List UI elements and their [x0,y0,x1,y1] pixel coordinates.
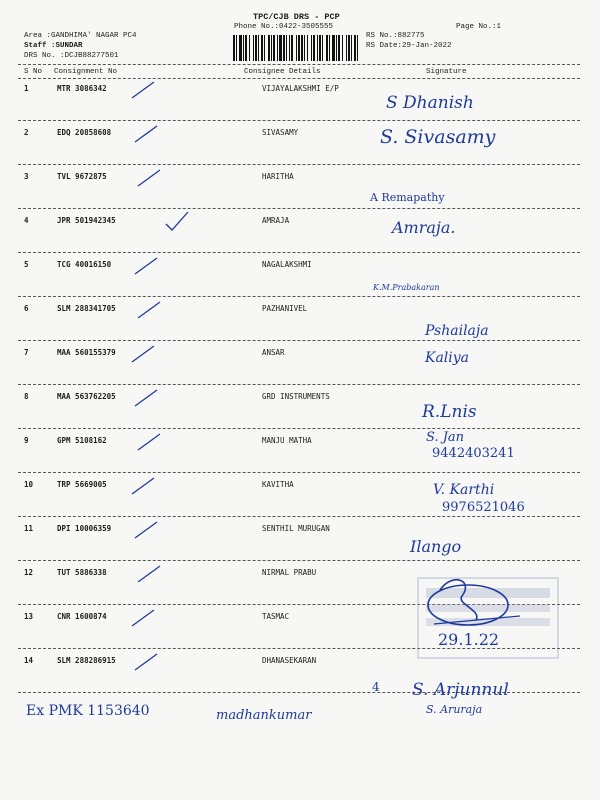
barcode-bar [326,35,328,61]
signature-3: A Remapathy [370,191,445,204]
signature-8: R.Lnis [422,402,477,422]
divider [18,64,580,65]
row-consignee: MANJU MATHA [262,436,312,445]
barcode-bar [342,35,343,61]
row-divider [18,472,580,473]
row-consignment: TRP 5669005 [57,480,107,489]
row-consignment: MAA 563762205 [57,392,116,401]
barcode-bar [245,35,247,61]
row-divider [18,516,580,517]
row-serial: 9 [24,436,29,445]
row-serial: 6 [24,304,29,313]
row-serial: 13 [24,612,34,621]
barcode-bar [311,35,312,61]
barcode-bar [336,35,337,61]
col-consignee: Consignee Details [244,68,321,76]
footer-note-left: Ex PMK 1153640 [26,703,150,719]
barcode-bar [239,35,242,61]
row-serial: 14 [24,656,34,665]
barcode-bar [354,35,356,61]
row-consignment: TCG 40016150 [57,260,112,269]
check-mark-icon [131,386,161,408]
barcode-bar [261,35,263,61]
barcode-bar [268,35,270,61]
barcode-bar [317,35,318,61]
barcode-bar [271,35,272,61]
signature-9b: 9442403241 [432,446,515,461]
row-consignment: DPI 10006359 [57,524,112,533]
row-divider [18,560,580,561]
check-mark-icon [131,650,161,672]
barcode-bar [286,35,287,61]
row-divider [18,384,580,385]
check-mark-icon [131,254,161,276]
row-consignment: JPR 501942345 [57,216,116,225]
signature-11: Ilango [410,537,462,556]
signature-14-mark: 4 [372,680,380,694]
signature-5: K.M.Prabakaran [373,283,440,292]
page-number: Page No.:1 [456,23,502,31]
barcode [233,35,360,61]
row-consignee: NAGALAKSHMI [262,260,312,269]
check-mark-icon [134,562,164,584]
rs-date: RS Date:29-Jan-2022 [366,42,452,50]
row-consignment: MTR 3086342 [57,84,107,93]
signature-9a: S. Jan [426,430,465,445]
check-mark-icon [128,606,158,628]
row-serial: 10 [24,480,34,489]
row-serial: 3 [24,172,29,181]
check-mark-icon [134,166,164,188]
signature-10b: 9976521046 [442,500,525,515]
barcode-bar [279,35,282,61]
row-serial: 7 [24,348,29,357]
row-divider [18,164,580,165]
barcode-bar [338,35,340,61]
row-serial: 12 [24,568,34,577]
row-divider [18,428,580,429]
check-mark-icon [134,298,164,320]
barcode-bar [243,35,244,61]
row-consignee: DHANASEKARAN [262,656,317,665]
signature-6: Pshailaja [425,323,489,339]
row-consignment: CNR 1600874 [57,612,107,621]
document-title: TPC/CJB DRS - PCP [253,12,340,22]
signature-14-alt: S. Aruraja [426,703,483,716]
barcode-bar [348,35,350,61]
check-mark-icon [128,342,158,364]
barcode-bar [264,35,265,61]
divider [18,78,580,79]
signature-14: S. Arjunnul [412,680,509,700]
check-mark-icon [162,210,192,232]
drs-number: DRS No. :DCJB88277501 [24,52,119,60]
barcode-bar [329,35,330,61]
barcode-bar [319,35,321,61]
row-consignee: VIJAYALAKSHMI E/P [262,84,339,93]
check-mark-icon [131,122,161,144]
row-consignee: SENTHIL MURUGAN [262,524,330,533]
footer-note-mid: madhankumar [216,708,312,723]
row-divider [18,252,580,253]
rs-number: RS No.:882775 [366,32,425,40]
row-serial: 2 [24,128,29,137]
barcode-bar [313,35,315,61]
row-consignment: TUT 5886338 [57,568,107,577]
col-consignment: Consignment No [54,68,118,76]
row-consignee: AMRAJA [262,216,290,225]
signature-4: Amraja. [392,218,456,237]
row-consignee: ANSAR [262,348,285,357]
barcode-bar [249,35,250,61]
area-label: Area :GANDHIMA' NAGAR PC4 [24,32,137,40]
row-serial: 8 [24,392,29,401]
row-serial: 1 [24,84,29,93]
row-consignment: MAA 560155379 [57,348,116,357]
check-mark-icon [128,78,158,100]
check-mark-icon [128,474,158,496]
row-consignment: EDQ 20858608 [57,128,112,137]
barcode-bar [233,35,235,61]
barcode-bar [283,35,285,61]
row-consignment: GPM 5108162 [57,436,107,445]
barcode-bar [304,35,305,61]
row-serial: 5 [24,260,29,269]
col-sno: S No [24,68,43,76]
barcode-bar [357,35,358,61]
staff-label: Staff :SUNDAR [24,42,83,50]
barcode-bar [322,35,323,61]
row-serial: 4 [24,216,29,225]
row-consignment: SLM 288286915 [57,656,116,665]
barcode-bar [289,35,290,61]
barcode-bar [346,35,347,61]
row-consignee: NIRMAL PRABU [262,568,317,577]
barcode-bar [291,35,293,61]
row-consignment: TVL 9672875 [57,172,107,181]
barcode-bar [307,35,308,61]
signature-7: Kaliya [425,350,470,366]
row-consignee: KAVITHA [262,480,294,489]
barcode-bar [351,35,352,61]
barcode-bar [296,35,297,61]
col-signature: Signature [426,68,467,76]
row-divider [18,340,580,341]
barcode-bar [301,35,303,61]
check-mark-icon [131,518,161,540]
signature-10a: V. Karthi [433,482,495,498]
barcode-bar [236,35,237,61]
barcode-bar [255,35,257,61]
barcode-bar [273,35,275,61]
row-consignee: TASMAC [262,612,290,621]
barcode-bar [258,35,259,61]
check-mark-icon [134,430,164,452]
row-divider [18,120,580,121]
barcode-bar [332,35,335,61]
stamp-date: 29.1.22 [438,630,500,649]
company-stamp [370,570,560,665]
signature-2: S. Sivasamy [380,126,496,148]
row-consignment: SLM 288341705 [57,304,116,313]
signature-1: S Dhanish [386,93,474,113]
phone-number: Phone No.:0422-3505555 [234,23,334,31]
row-divider [18,208,580,209]
barcode-bar [298,35,300,61]
row-serial: 11 [24,524,34,533]
barcode-bar [277,35,278,61]
barcode-bar [253,35,254,61]
row-consignee: SIVASAMY [262,128,299,137]
row-consignee: HARITHA [262,172,294,181]
row-consignee: GRD INSTRUMENTS [262,392,330,401]
row-consignee: PAZHANIVEL [262,304,308,313]
row-divider [18,296,580,297]
